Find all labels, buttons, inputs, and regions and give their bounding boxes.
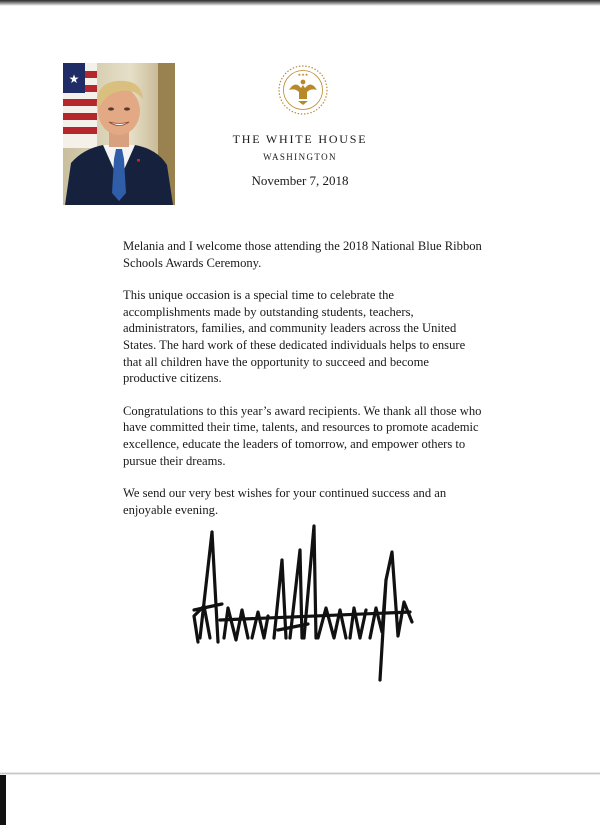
letter-paragraph: Congratulations to this year’s award recipients. We thank all those who have committed their time, talents, and resources to promote academic excellence, educate the leaders of tomorrow, and empower others to pursue their dreams. bbox=[123, 403, 482, 468]
letter-paragraph: This unique occasion is a special time to celebrate the accomplishments made by outstanding students, teachers, administrators, families, and community leaders across the United States. The hard work of these dedicated individuals helps to ensure that all children have the opportunity to succeed and become productive citizens. bbox=[123, 288, 466, 386]
presidential-seal-icon bbox=[277, 64, 329, 116]
scan-edge-top bbox=[0, 0, 600, 6]
letter-body bbox=[123, 238, 483, 534]
letter-paragraph: We send our very best wishes for your continued success and an enjoyable evening. bbox=[123, 486, 447, 517]
letter-paragraph: Melania and I welcome those attending the 2018 National Blue Ribbon Schools Awards Ceremony. bbox=[123, 239, 482, 270]
svg-text:★: ★ bbox=[68, 72, 80, 86]
scan-edge-left bbox=[0, 775, 6, 825]
handwritten-signature bbox=[190, 520, 420, 685]
letterhead-org-name: THE WHITE HOUSE bbox=[232, 132, 368, 146]
letterhead-city: WASHINGTON bbox=[263, 152, 337, 162]
svg-text:★★★: ★★★ bbox=[297, 72, 309, 77]
letter-date: November 7, 2018 bbox=[251, 173, 349, 188]
scan-edge-bottom bbox=[0, 772, 600, 775]
american-flag-icon bbox=[63, 63, 97, 148]
official-portrait-photo bbox=[63, 63, 175, 205]
